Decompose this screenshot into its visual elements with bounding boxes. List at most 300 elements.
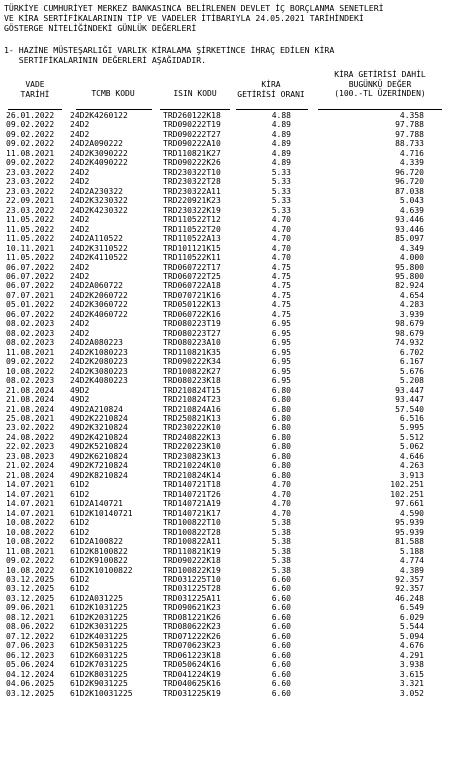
cell-date: 11.08.2021 [6,546,55,556]
table-row [0,689,449,698]
cell-date: 21.08.2024 [6,404,55,414]
table-row [0,490,449,499]
cell-tcmb-code: 24D2A090222 [70,139,123,149]
cell-date: 14.07.2021 [6,489,55,499]
cell-value: 6.549 [399,603,424,613]
cell-isin-code: TRD090621K23 [163,603,221,613]
cell-isin-code: TRD080223T27 [163,328,221,338]
cell-tcmb-code: 61D2K9100822 [70,556,128,566]
cell-date: 23.08.2023 [6,451,55,461]
cell-date: 26.01.2022 [6,111,55,120]
cell-isin-code: TRD220921K23 [163,196,221,206]
cell-isin-code: TRD110522K11 [163,253,221,263]
table-row [0,319,449,328]
cell-rate: 4.89 [271,148,291,158]
cell-isin-code: TRD061223K18 [163,650,221,660]
cell-tcmb-code: 61D2K4031225 [70,631,128,641]
cell-rate: 4.75 [271,262,291,272]
cell-value: 98.679 [395,328,424,338]
cell-isin-code: TRD210824T23 [163,395,221,405]
cell-date: 04.06.2025 [6,679,55,689]
cell-tcmb-code: 49D2 [70,395,90,405]
cell-tcmb-code: 24D2K4060722 [70,309,128,319]
cell-value: 3.913 [399,470,424,480]
cell-rate: 6.60 [271,622,291,632]
cell-isin-code: TRD040625K16 [163,679,221,689]
cell-value: 4.654 [399,290,424,300]
cell-isin-code: TRD230322K19 [163,205,221,215]
cell-rate: 5.33 [271,196,291,206]
table-row [0,253,449,262]
cell-tcmb-code: 24D2 [70,177,90,187]
cell-tcmb-code: 24D2 [70,129,90,139]
cell-value: 74.932 [395,338,424,348]
cell-tcmb-code: 61D2A100822 [70,537,123,547]
header-rule-isin [160,109,230,110]
cell-date: 11.05.2022 [6,215,55,225]
table-row [0,632,449,641]
cell-isin-code: TRD080223K18 [163,376,221,386]
cell-isin-code: TRD210824K14 [163,470,221,480]
cell-isin-code: TRD090222K26 [163,158,221,168]
cell-isin-code: TRD060722K16 [163,309,221,319]
cell-isin-code: TRD100822T10 [163,518,221,528]
cell-rate: 4.89 [271,139,291,149]
cell-tcmb-code: 24D2K4260122 [70,111,128,120]
cell-isin-code: TRD140721T18 [163,480,221,490]
cell-date: 14.07.2021 [6,499,55,509]
cell-value: 57.540 [395,404,424,414]
cell-tcmb-code: 24D2 [70,224,90,234]
table-row [0,196,449,205]
table-row [0,187,449,196]
cell-value: 5.094 [399,631,424,641]
cell-isin-code: TRD081221K26 [163,612,221,622]
cell-tcmb-code: 24D2A060722 [70,281,123,291]
cell-rate: 6.60 [271,574,291,584]
cell-tcmb-code: 61D2K6031225 [70,650,128,660]
cell-tcmb-code: 61D2K3031225 [70,622,128,632]
cell-value: 6.516 [399,414,424,423]
cell-isin-code: TRD230222K10 [163,423,221,433]
cell-rate: 6.80 [271,461,291,471]
cell-tcmb-code: 61D2K5031225 [70,641,128,651]
cell-isin-code: TRD090222T27 [163,129,221,139]
cell-isin-code: TRD110821K27 [163,148,221,158]
cell-tcmb-code: 61D2K8031225 [70,669,128,679]
cell-rate: 4.88 [271,111,291,120]
cell-tcmb-code: 61D2K2031225 [70,612,128,622]
cell-isin-code: TRD210824A16 [163,404,221,414]
cell-rate: 6.95 [271,347,291,357]
cell-date: 03.12.2025 [6,688,55,698]
cell-date: 09.02.2022 [6,158,55,168]
cell-rate: 6.60 [271,612,291,622]
cell-rate: 5.38 [271,537,291,547]
table-row [0,528,449,537]
cell-rate: 5.38 [271,527,291,537]
cell-rate: 5.33 [271,205,291,215]
table-row [0,225,449,234]
cell-isin-code: TRD031225K19 [163,688,221,698]
table-row [0,244,449,253]
cell-rate: 4.89 [271,120,291,130]
cell-tcmb-code: 49D2K4210824 [70,432,128,442]
cell-date: 23.03.2022 [6,205,55,215]
cell-date: 09.02.2022 [6,556,55,566]
table-row [0,547,449,556]
cell-value: 6.029 [399,612,424,622]
header-rule-date [8,109,62,110]
cell-value: 5.544 [399,622,424,632]
table-row [0,158,449,167]
cell-value: 6.702 [399,347,424,357]
cell-isin-code: TRD140721T26 [163,489,221,499]
cell-value: 102.251 [390,489,424,499]
cell-date: 23.03.2022 [6,186,55,196]
cell-tcmb-code: 24D2K2060722 [70,290,128,300]
cell-isin-code: TRD140721A19 [163,499,221,509]
cell-tcmb-code: 24D2 [70,120,90,130]
cell-rate: 6.95 [271,357,291,367]
cell-value: 96.720 [395,177,424,187]
cell-isin-code: TRD090222T19 [163,120,221,130]
cell-value: 102.251 [390,480,424,490]
cell-value: 95.939 [395,527,424,537]
cell-value: 5.512 [399,432,424,442]
cell-isin-code: TRD110522A13 [163,234,221,244]
cell-tcmb-code: 61D2 [70,527,90,537]
cell-value: 92.357 [395,574,424,584]
cell-value: 93.446 [395,215,424,225]
table-row [0,376,449,385]
cell-rate: 4.70 [271,234,291,244]
cell-isin-code: TRD070721K16 [163,290,221,300]
cell-rate: 5.38 [271,518,291,528]
table-row [0,130,449,139]
cell-rate: 6.60 [271,679,291,689]
cell-value: 4.716 [399,148,424,158]
cell-tcmb-code: 24D2K4110522 [70,253,128,263]
cell-tcmb-code: 24D2 [70,319,90,329]
cell-date: 07.06.2023 [6,641,55,651]
cell-isin-code: TRD090222K18 [163,556,221,566]
cell-date: 06.07.2022 [6,262,55,272]
cell-tcmb-code: 24D2K3110522 [70,243,128,253]
cell-value: 95.800 [395,262,424,272]
cell-isin-code: TRD090222K34 [163,357,221,367]
cell-tcmb-code: 24D2K3080223 [70,366,128,376]
cell-tcmb-code: 61D2K7031225 [70,660,128,670]
cell-value: 5.676 [399,366,424,376]
cell-rate: 5.38 [271,546,291,556]
cell-rate: 4.75 [271,309,291,319]
cell-rate: 5.38 [271,556,291,566]
cell-isin-code: TRD100822K27 [163,366,221,376]
cell-date: 21.08.2024 [6,385,55,395]
cell-tcmb-code: 24D2A230322 [70,186,123,196]
cell-tcmb-code: 61D2K8100822 [70,546,128,556]
table-row [0,234,449,243]
table-row [0,215,449,224]
cell-value: 87.038 [395,186,424,196]
cell-isin-code: TRD260122K18 [163,111,221,120]
cell-date: 07.07.2021 [6,290,55,300]
cell-value: 97.788 [395,120,424,130]
cell-date: 06.07.2022 [6,281,55,291]
table-row [0,433,449,442]
cell-value: 4.358 [399,111,424,120]
cell-date: 11.05.2022 [6,224,55,234]
cell-tcmb-code: 49D2A210824 [70,404,123,414]
cell-value: 95.939 [395,518,424,528]
table-row [0,263,449,272]
table-row [0,272,449,281]
cell-date: 05.06.2024 [6,660,55,670]
cell-date: 09.02.2022 [6,129,55,139]
cell-tcmb-code: 24D2K4090222 [70,158,128,168]
cell-tcmb-code: 49D2 [70,385,90,395]
cell-rate: 6.60 [271,688,291,698]
cell-value: 4.263 [399,461,424,471]
cell-value: 4.646 [399,451,424,461]
cell-isin-code: TRD041224K19 [163,669,221,679]
cell-rate: 6.80 [271,404,291,414]
cell-date: 25.08.2021 [6,414,55,423]
cell-date: 06.07.2022 [6,309,55,319]
cell-value: 3.615 [399,669,424,679]
cell-date: 14.07.2021 [6,480,55,490]
cell-date: 10.08.2022 [6,366,55,376]
cell-isin-code: TRD230823K13 [163,451,221,461]
table-row [0,120,449,129]
cell-rate: 6.95 [271,366,291,376]
cell-value: 4.349 [399,243,424,253]
cell-isin-code: TRD230322T10 [163,167,221,177]
cell-isin-code: TRD110821K35 [163,347,221,357]
cell-value: 3.052 [399,688,424,698]
cell-rate: 4.70 [271,499,291,509]
cell-date: 09.06.2021 [6,603,55,613]
table-row [0,509,449,518]
cell-tcmb-code: 24D2K3230322 [70,196,128,206]
table-row [0,622,449,631]
cell-tcmb-code: 24D2K3060722 [70,300,128,310]
cell-rate: 6.95 [271,338,291,348]
table-row [0,471,449,480]
table-row [0,670,449,679]
cell-isin-code: TRD080223A10 [163,338,221,348]
cell-value: 4.774 [399,556,424,566]
cell-isin-code: TRD210224K10 [163,461,221,471]
cell-value: 4.590 [399,508,424,518]
cell-isin-code: TRD060722A18 [163,281,221,291]
cell-tcmb-code: 61D2A031225 [70,593,123,603]
cell-value: 46.248 [395,593,424,603]
table-row [0,556,449,565]
table-row [0,367,449,376]
table-row [0,660,449,669]
cell-tcmb-code: 24D2 [70,328,90,338]
cell-value: 3.939 [399,309,424,319]
cell-rate: 6.60 [271,669,291,679]
table-row [0,177,449,186]
cell-tcmb-code: 24D2K2080223 [70,357,128,367]
cell-value: 4.291 [399,650,424,660]
cell-value: 5.188 [399,546,424,556]
table-row [0,480,449,489]
cell-isin-code: TRD110522T20 [163,224,221,234]
cell-date: 07.12.2022 [6,631,55,641]
cell-isin-code: TRD090222A10 [163,139,221,149]
cell-date: 21.08.2024 [6,395,55,405]
cell-date: 10.11.2021 [6,243,55,253]
cell-rate: 6.95 [271,319,291,329]
cell-isin-code: TRD071222K26 [163,631,221,641]
cell-value: 5.043 [399,196,424,206]
title-line-2: VE KİRA SERTİFİKALARININ TİP VE VADELER İTİBARIYLA 24.05.2021 TARİHİNDEKİ [4,13,364,23]
cell-rate: 4.70 [271,215,291,225]
cell-tcmb-code: 61D2A140721 [70,499,123,509]
cell-date: 23.03.2022 [6,177,55,187]
table-row [0,310,449,319]
table-row [0,329,449,338]
table-row [0,386,449,395]
cell-rate: 6.95 [271,328,291,338]
header-rate: KİRA GETİRİSİ ORANI [237,80,305,99]
cell-rate: 6.60 [271,631,291,641]
cell-rate: 6.80 [271,423,291,433]
cell-date: 21.02.2024 [6,461,55,471]
cell-value: 5.062 [399,442,424,452]
cell-value: 4.283 [399,300,424,310]
header-isin: ISIN KODU [173,89,217,98]
cell-rate: 4.75 [271,300,291,310]
table-row [0,584,449,593]
cell-isin-code: TRD230322T28 [163,177,221,187]
cell-rate: 6.80 [271,414,291,423]
cell-date: 10.08.2022 [6,565,55,575]
section-line-1: 1- HAZİNE MÜSTEŞARLIĞI VARLIK KİRALAMA ŞİRKETİNCE İHRAÇ EDİLEN KİRA [4,45,335,55]
cell-value: 97.661 [395,499,424,509]
cell-tcmb-code: 49D2K3210824 [70,423,128,433]
cell-value: 93.447 [395,395,424,405]
cell-isin-code: TRD031225T10 [163,574,221,584]
cell-date: 04.12.2024 [6,669,55,679]
cell-rate: 6.60 [271,584,291,594]
cell-isin-code: TRD050122K13 [163,300,221,310]
cell-date: 22.02.2023 [6,442,55,452]
cell-date: 10.08.2022 [6,537,55,547]
cell-value: 95.800 [395,271,424,281]
cell-isin-code: TRD250821K13 [163,414,221,423]
cell-isin-code: TRD060722T25 [163,271,221,281]
cell-rate: 4.89 [271,158,291,168]
table-row [0,537,449,546]
cell-rate: 4.89 [271,129,291,139]
cell-isin-code: TRD110821K19 [163,546,221,556]
cell-value: 97.788 [395,129,424,139]
cell-rate: 4.75 [271,290,291,300]
cell-rate: 6.80 [271,442,291,452]
table-row [0,168,449,177]
cell-isin-code: TRD031225A11 [163,593,221,603]
table-row [0,442,449,451]
header-date: VADE TARİHİ [20,80,50,99]
cell-rate: 4.70 [271,224,291,234]
cell-date: 03.12.2025 [6,593,55,603]
table-row [0,575,449,584]
cell-tcmb-code: 61D2 [70,480,90,490]
cell-date: 09.02.2022 [6,139,55,149]
table-row [0,357,449,366]
cell-date: 23.02.2022 [6,423,55,433]
cell-date: 14.07.2021 [6,508,55,518]
cell-date: 08.02.2023 [6,328,55,338]
cell-rate: 6.60 [271,603,291,613]
cell-date: 10.08.2022 [6,527,55,537]
cell-rate: 5.33 [271,186,291,196]
cell-rate: 4.70 [271,243,291,253]
cell-tcmb-code: 61D2K10140721 [70,508,133,518]
cell-tcmb-code: 49D2K2210824 [70,414,128,423]
cell-tcmb-code: 24D2A110522 [70,234,123,244]
cell-date: 08.02.2023 [6,319,55,329]
cell-isin-code: TRD100822A11 [163,537,221,547]
cell-rate: 4.70 [271,253,291,263]
cell-date: 24.08.2022 [6,432,55,442]
cell-isin-code: TRD080622K23 [163,622,221,632]
table-row [0,594,449,603]
cell-value: 85.097 [395,234,424,244]
cell-date: 05.01.2022 [6,300,55,310]
cell-isin-code: TRD050624K16 [163,660,221,670]
cell-value: 4.339 [399,158,424,168]
cell-tcmb-code: 61D2 [70,518,90,528]
table-row [0,414,449,423]
cell-rate: 6.80 [271,470,291,480]
table-row [0,348,449,357]
table-row [0,518,449,527]
cell-rate: 4.75 [271,271,291,281]
cell-value: 4.639 [399,205,424,215]
cell-rate: 4.75 [271,281,291,291]
cell-date: 08.02.2023 [6,338,55,348]
cell-value: 5.995 [399,423,424,433]
cell-date: 22.09.2021 [6,196,55,206]
cell-value: 92.357 [395,584,424,594]
cell-isin-code: TRD070623K23 [163,641,221,651]
cell-tcmb-code: 61D2 [70,489,90,499]
cell-value: 81.588 [395,537,424,547]
header-rule-rate [236,109,308,110]
cell-date: 06.12.2023 [6,650,55,660]
cell-value: 4.000 [399,253,424,263]
table-row [0,338,449,347]
cell-tcmb-code: 24D2 [70,271,90,281]
table-row [0,405,449,414]
cell-value: 82.924 [395,281,424,291]
cell-isin-code: TRD230322A11 [163,186,221,196]
section-line-2: SERTİFİKALARININ DEĞERLERİ AŞAĞIDADIR. [4,55,207,65]
table-body [0,111,449,698]
cell-tcmb-code: 61D2K10031225 [70,688,133,698]
cell-rate: 6.60 [271,650,291,660]
cell-isin-code: TRD240822K13 [163,432,221,442]
cell-value: 4.676 [399,641,424,651]
table-row [0,149,449,158]
cell-rate: 6.80 [271,395,291,405]
